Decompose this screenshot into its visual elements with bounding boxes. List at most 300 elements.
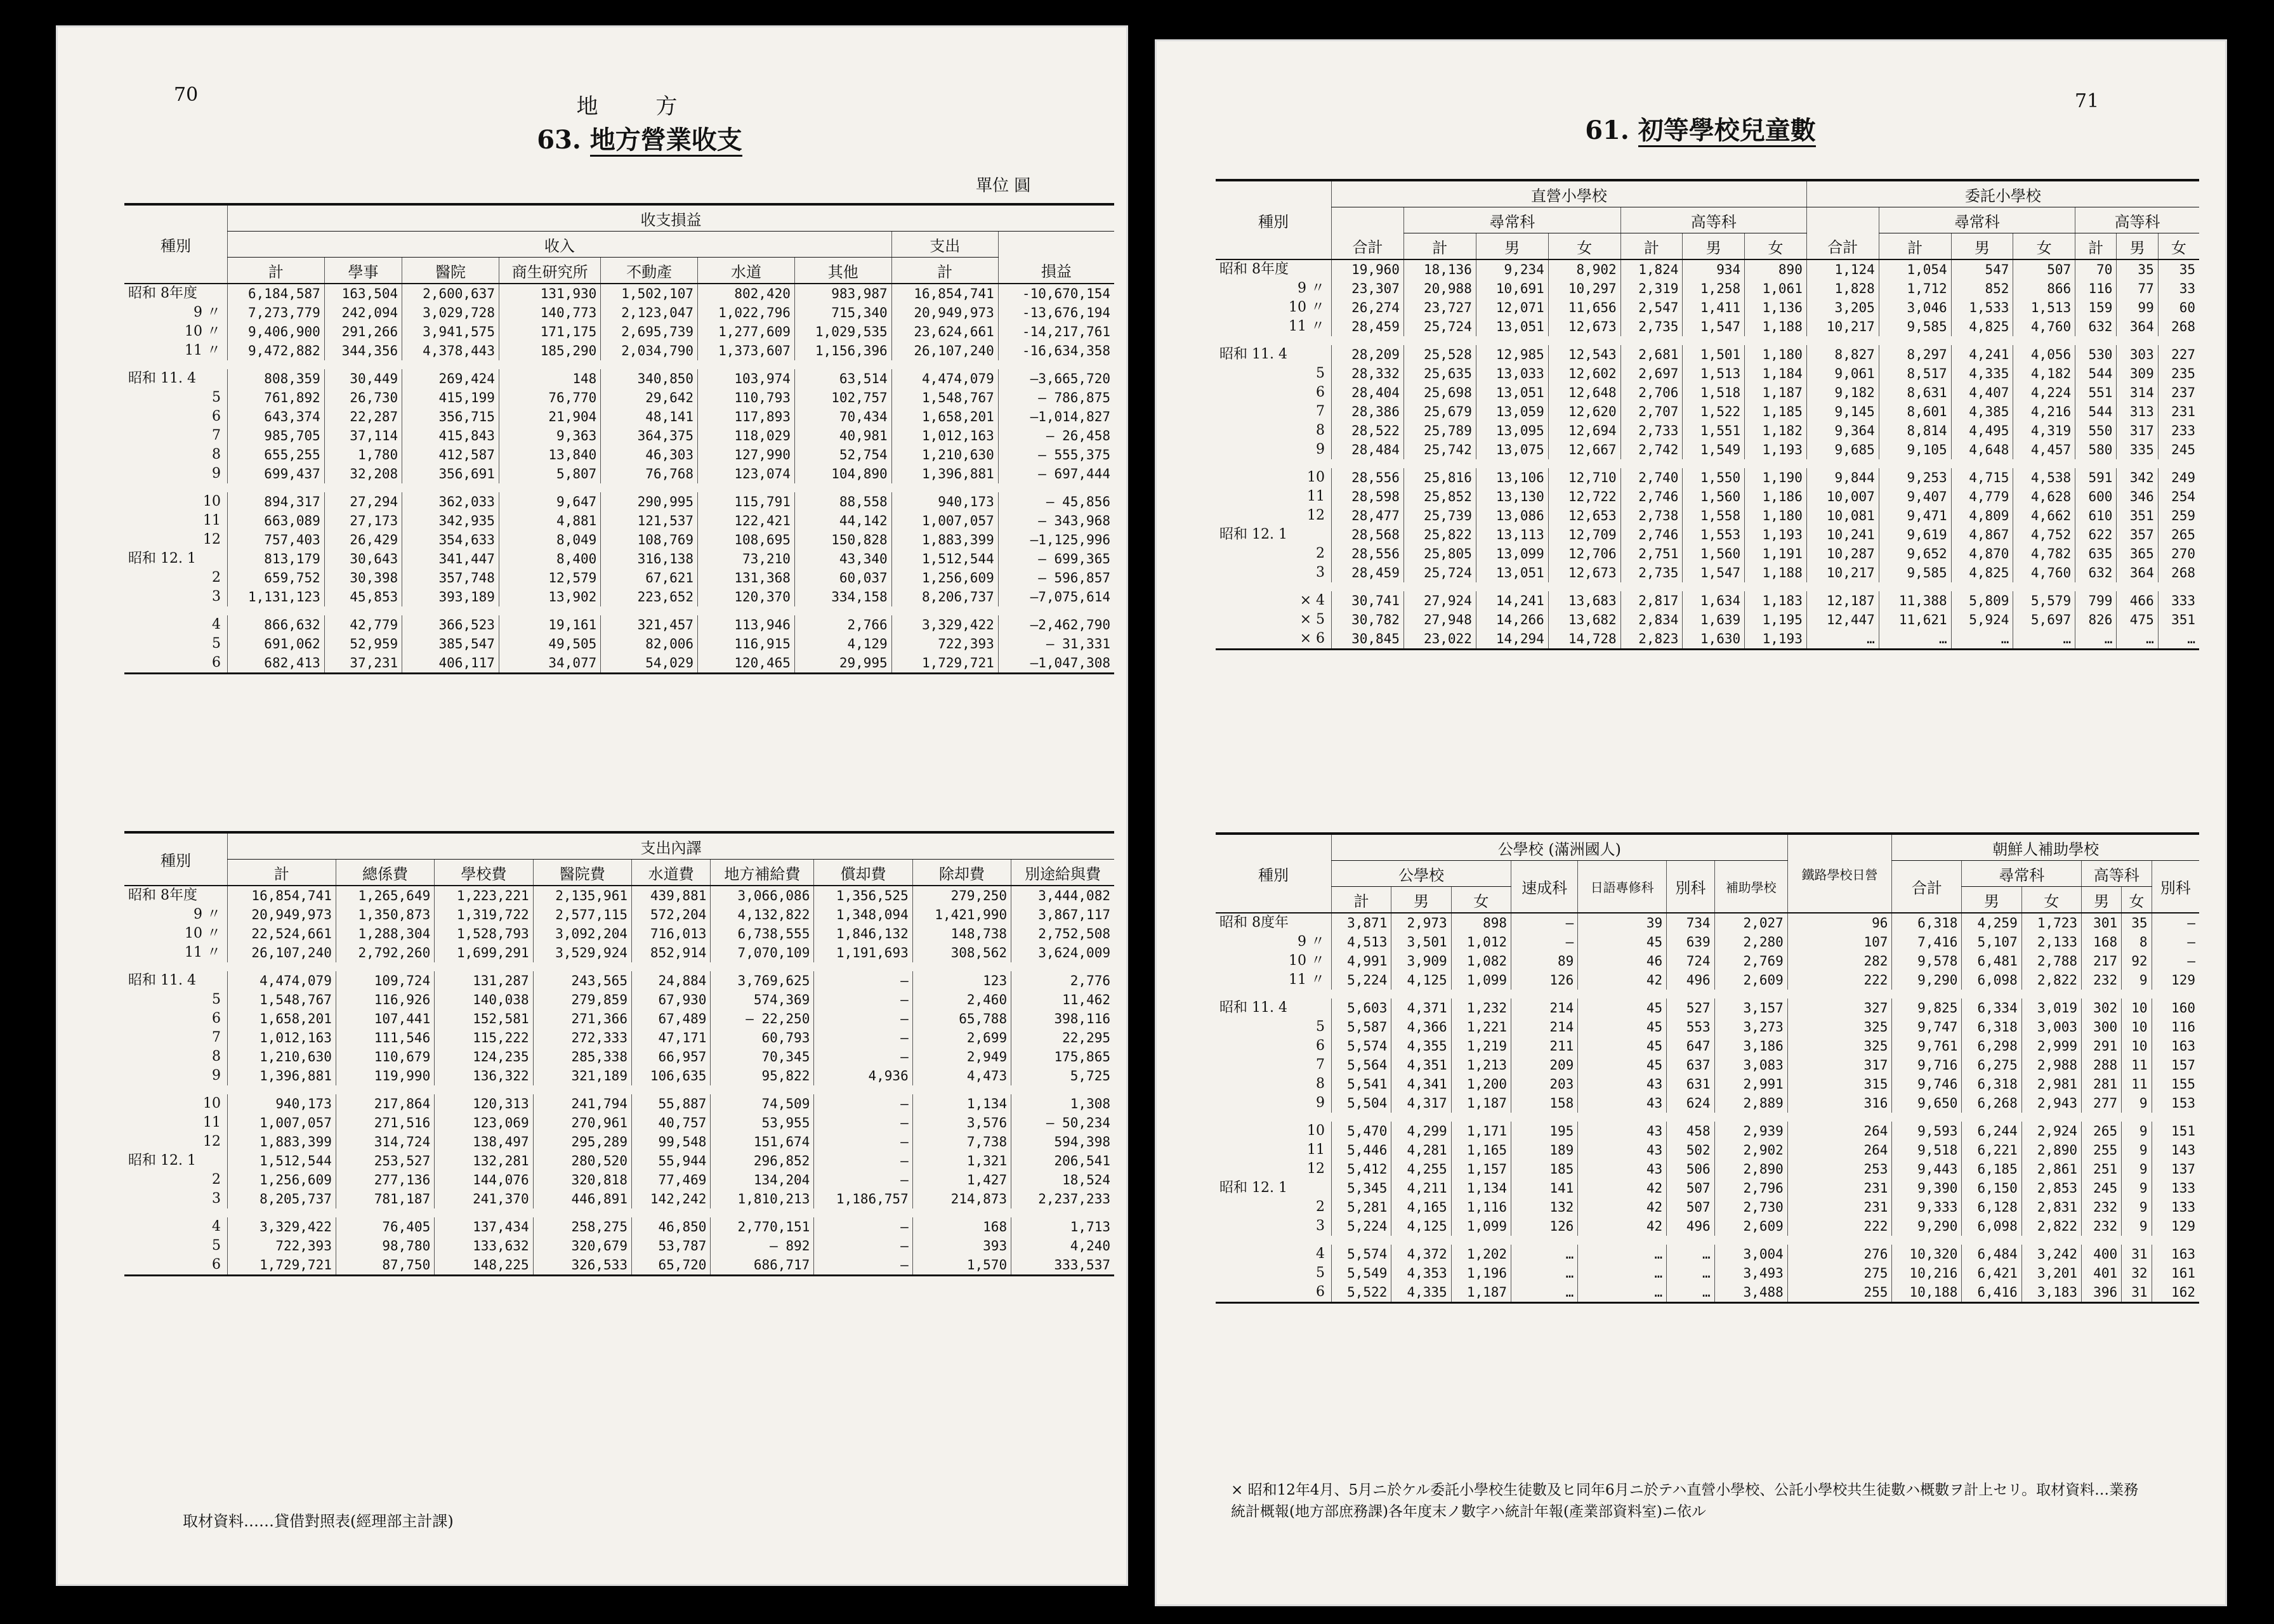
cell: 4,782 <box>2013 544 2075 563</box>
cell: 1,265,649 <box>336 886 434 905</box>
cell: 4,371 <box>1391 999 1451 1018</box>
cell: 214 <box>1511 999 1578 1018</box>
row-label: 7 <box>1316 403 1325 419</box>
cell: 214 <box>1511 1018 1578 1037</box>
col-header: 地方補給費 <box>711 860 814 886</box>
cell: 5,924 <box>1951 610 2013 629</box>
cell: 102,757 <box>794 388 891 407</box>
cell: 1,350,873 <box>336 905 434 924</box>
cell: 4,662 <box>2013 506 2075 525</box>
cell: 28,459 <box>1332 563 1404 582</box>
cell: 316,138 <box>601 549 698 568</box>
cell: 3,003 <box>2021 1018 2081 1037</box>
cell: 639 <box>1667 933 1715 952</box>
cell: 23,022 <box>1403 629 1476 650</box>
table-row <box>124 511 1114 530</box>
cell: 852 <box>1951 279 2013 298</box>
col-header: 男 <box>1391 887 1451 914</box>
higher-course: 高等科 <box>2075 207 2199 233</box>
cell: 9,825 <box>1892 999 1962 1018</box>
cell: 303 <box>2117 345 2158 364</box>
cell: 12,447 <box>1806 610 1879 629</box>
cell: … <box>2075 629 2117 650</box>
cell: 9 <box>2122 1198 2152 1217</box>
cell: 2,746 <box>1620 487 1683 506</box>
cell: —1,014,827 <box>998 407 1114 426</box>
cell: 107,441 <box>336 1009 434 1028</box>
cell: 2,999 <box>2021 1037 2081 1056</box>
spacer-row <box>124 483 1114 492</box>
row-label: 9 <box>1316 1095 1325 1111</box>
cell: 1,547 <box>1683 563 1745 582</box>
cell: 1,210,630 <box>228 1047 336 1066</box>
cell: 133,632 <box>435 1236 533 1255</box>
cell: 82,006 <box>601 634 698 653</box>
cell: 4,473 <box>912 1066 1011 1085</box>
cell: 151,674 <box>711 1132 814 1151</box>
cell: 161 <box>2152 1264 2199 1283</box>
table-row <box>1216 1122 2199 1141</box>
cell: 320,818 <box>533 1170 631 1189</box>
cell: 2,319 <box>1620 279 1683 298</box>
table-row <box>1216 1245 2199 1264</box>
row-label: 昭和 8年度 <box>128 887 197 903</box>
cell: 1,188 <box>1745 317 1807 336</box>
cell: 6,185 <box>1962 1160 2021 1179</box>
right-page <box>1155 39 2227 1606</box>
row-label: 3 <box>212 589 221 605</box>
cell: 600 <box>2075 487 2117 506</box>
cell: 6,318 <box>1962 1018 2021 1037</box>
cell: 295,289 <box>533 1132 631 1151</box>
cell: 52,754 <box>794 445 891 464</box>
cell: 13,840 <box>499 445 600 464</box>
cell: 647 <box>1667 1037 1715 1056</box>
row-label: 昭和 12. 1 <box>1219 1180 1287 1196</box>
cell: 25,698 <box>1403 383 1476 402</box>
cell: 152,581 <box>435 1009 533 1028</box>
cell: 2,740 <box>1620 468 1683 487</box>
row-label: 11 <box>203 513 221 528</box>
cell: 37,114 <box>324 426 402 445</box>
row-label: 10 〃 <box>1289 299 1325 315</box>
cell: 1,713 <box>1011 1217 1114 1236</box>
cell: 507 <box>1667 1179 1715 1198</box>
cell: 2,135,961 <box>533 886 631 905</box>
cell: 1,533 <box>1951 298 2013 317</box>
cell: 60 <box>2158 298 2199 317</box>
cell: 118,029 <box>698 426 795 445</box>
cell: 2,991 <box>1714 1075 1787 1094</box>
cell: 327 <box>1787 999 1892 1018</box>
cell: 9,407 <box>1879 487 1951 506</box>
table-row <box>1216 999 2199 1018</box>
cell: 10,241 <box>1806 525 1879 544</box>
cell: 77 <box>2117 279 2158 298</box>
cell: 340,850 <box>601 369 698 388</box>
cell: 88,558 <box>794 492 891 511</box>
children-table <box>1216 179 2199 650</box>
col-header: 女 <box>2122 887 2152 914</box>
cell: 45,853 <box>324 587 402 606</box>
cell: 65,788 <box>912 1009 1011 1028</box>
cell: 140,038 <box>435 990 533 1009</box>
cell: 245 <box>2158 440 2199 459</box>
cell: 2,742 <box>1620 440 1683 459</box>
cell: 12,579 <box>499 568 600 587</box>
row-label: 6 <box>212 409 221 424</box>
cell: 12,694 <box>1548 421 1620 440</box>
cell: 137 <box>2152 1160 2199 1179</box>
cell: —7,075,614 <box>998 587 1114 606</box>
cell: 45 <box>1578 999 1667 1018</box>
cell: 2,733 <box>1620 421 1683 440</box>
cell: 39 <box>1578 913 1667 933</box>
cell: 6,318 <box>1962 1075 2021 1094</box>
cell: 13,051 <box>1476 383 1548 402</box>
cell: 4,809 <box>1951 506 2013 525</box>
cell: 42 <box>1578 1217 1667 1236</box>
cell: … <box>1951 629 2013 650</box>
cell: 28,477 <box>1332 506 1404 525</box>
row-label: 5 <box>212 636 221 652</box>
table-row <box>1216 421 2199 440</box>
cell: 4,355 <box>1391 1037 1451 1056</box>
cell: 400 <box>2082 1245 2122 1264</box>
cell: 42 <box>1578 971 1667 990</box>
cell: 67,489 <box>631 1009 710 1028</box>
row-label: 8 <box>1316 1076 1325 1092</box>
cell: 1,712 <box>1879 279 1951 298</box>
cell: 325 <box>1787 1018 1892 1037</box>
title-block <box>449 89 830 156</box>
cell: 268 <box>2158 317 2199 336</box>
cell: 133 <box>2152 1179 2199 1198</box>
table-row <box>1216 279 2199 298</box>
cell: 5,470 <box>1332 1122 1391 1141</box>
table-row <box>124 1028 1114 1047</box>
cell: 1,780 <box>324 445 402 464</box>
cell: 1,356,525 <box>814 886 912 905</box>
cell: 544 <box>2075 402 2117 421</box>
cell: 9,650 <box>1892 1094 1962 1113</box>
cell: 8,601 <box>1879 402 1951 421</box>
cell: 141 <box>1511 1179 1578 1198</box>
cell: 237 <box>2158 383 2199 402</box>
row-label: 昭和 8度年 <box>1219 915 1289 931</box>
cell: 53,787 <box>631 1236 710 1255</box>
cell: 716,013 <box>631 924 710 943</box>
cell: 5,412 <box>1332 1160 1391 1179</box>
cell: 1,308 <box>1011 1094 1114 1113</box>
cell: 1,319,722 <box>435 905 533 924</box>
cell: 5,587 <box>1332 1018 1391 1037</box>
cell: 28,404 <box>1332 383 1404 402</box>
cell: 1,186,757 <box>814 1189 912 1208</box>
cell: 43 <box>1578 1094 1667 1113</box>
cell: 9,290 <box>1892 971 1962 990</box>
cell: 2,730 <box>1714 1198 1787 1217</box>
cell: 25,724 <box>1403 317 1476 336</box>
col-header: 男 <box>1683 233 1745 260</box>
row-label: 昭和 11. 4 <box>128 972 196 988</box>
cell: 3,329,422 <box>228 1217 336 1236</box>
cell: 89 <box>1511 952 1578 971</box>
cell: 28,484 <box>1332 440 1404 459</box>
col-header: 學事 <box>324 258 402 284</box>
cell: 27,924 <box>1403 591 1476 610</box>
cell: 16,854,741 <box>228 886 336 905</box>
spacer-row <box>124 1085 1114 1094</box>
cell: 637 <box>1667 1056 1715 1075</box>
cell: 42 <box>1578 1179 1667 1198</box>
table-row <box>1216 610 2199 629</box>
spacer-row <box>1216 336 2199 345</box>
cell: 3,444,082 <box>1011 886 1114 905</box>
cell: 757,403 <box>228 530 325 549</box>
cell: 6,481 <box>1962 952 2021 971</box>
cell: 16,854,741 <box>891 284 998 303</box>
cell: 288 <box>2082 1056 2122 1075</box>
cell: 4,319 <box>2013 421 2075 440</box>
cell: —3,665,720 <box>998 369 1114 388</box>
cell: 2,889 <box>1714 1094 1787 1113</box>
cell: 265 <box>2082 1122 2122 1141</box>
cell: 1,061 <box>1745 279 1807 298</box>
cell: 48,141 <box>601 407 698 426</box>
cell: 26,730 <box>324 388 402 407</box>
cell: 496 <box>1667 971 1715 990</box>
cell: 290,995 <box>601 492 698 511</box>
cell: 132,281 <box>435 1151 533 1170</box>
cell: 70,434 <box>794 407 891 426</box>
row-label: 6 <box>1316 1284 1325 1300</box>
cell: — 555,375 <box>998 445 1114 464</box>
cell: 11,656 <box>1548 298 1620 317</box>
cell: 4,474,079 <box>891 369 998 388</box>
cell: 1,518 <box>1683 383 1745 402</box>
cell: 5,725 <box>1011 1066 1114 1085</box>
cell: 132 <box>1511 1198 1578 1217</box>
cell: 1,547 <box>1683 317 1745 336</box>
cell: 42,779 <box>324 615 402 634</box>
cell: 13,106 <box>1476 468 1548 487</box>
cell: 14,294 <box>1476 629 1548 650</box>
col-header: 醫院費 <box>533 860 631 886</box>
row-label: 11 〃 <box>1289 318 1325 334</box>
cell: 12,985 <box>1476 345 1548 364</box>
cell: -13,676,194 <box>998 303 1114 322</box>
cell: 1,810,213 <box>711 1189 814 1208</box>
cell: 3,004 <box>1714 1245 1787 1264</box>
cell: 13,130 <box>1476 487 1548 506</box>
cell: 12,673 <box>1548 563 1620 582</box>
cell: 28,598 <box>1332 487 1404 506</box>
cell: 6,318 <box>1892 913 1962 933</box>
cell: 2,770,151 <box>711 1217 814 1236</box>
col-header: 計 <box>2075 233 2117 260</box>
cell: 3,205 <box>1806 298 1879 317</box>
cell: -16,634,358 <box>998 341 1114 360</box>
cell: 126 <box>1511 1217 1578 1236</box>
table-row <box>124 464 1114 483</box>
cell: 890 <box>1745 259 1807 279</box>
cell: 19,161 <box>499 615 600 634</box>
cell: 28,556 <box>1332 544 1404 563</box>
cell: 354,633 <box>402 530 499 549</box>
cell: 2,237,233 <box>1011 1189 1114 1208</box>
row-label: 12 <box>203 1134 221 1149</box>
cell: 1,099 <box>1451 1217 1511 1236</box>
cell: 25,724 <box>1403 563 1476 582</box>
cell: 175,865 <box>1011 1047 1114 1066</box>
table-row <box>124 615 1114 634</box>
cell: … <box>1511 1245 1578 1264</box>
cell: 168 <box>912 1217 1011 1236</box>
cell: 253 <box>1787 1160 1892 1179</box>
cell: 104,890 <box>794 464 891 483</box>
row-label: 4 <box>212 1219 221 1234</box>
cell: 4,779 <box>1951 487 2013 506</box>
table-row <box>124 924 1114 943</box>
cell: … <box>1879 629 1951 650</box>
cell: 3,273 <box>1714 1018 1787 1037</box>
cell: 28,568 <box>1332 525 1404 544</box>
cell: 3,092,204 <box>533 924 631 943</box>
table-row <box>1216 1141 2199 1160</box>
cell: 87,750 <box>336 1255 434 1276</box>
cell: 291 <box>2082 1037 2122 1056</box>
cell: —1,125,996 <box>998 530 1114 549</box>
table-row <box>124 653 1114 674</box>
cell: 2,034,790 <box>601 341 698 360</box>
cell: 255 <box>2082 1141 2122 1160</box>
cell: 43,340 <box>794 549 891 568</box>
row-label: 6 <box>1316 384 1325 400</box>
cell: 1,012 <box>1451 933 1511 952</box>
cell: 28,332 <box>1332 364 1404 383</box>
cell: 2,776 <box>1011 971 1114 990</box>
cell: 308,562 <box>912 943 1011 962</box>
cell: 8,400 <box>499 549 600 568</box>
row-label: 11 <box>203 1115 221 1130</box>
row-label: 9 〃 <box>1298 280 1325 296</box>
table-row <box>1216 1018 2199 1037</box>
cell: 264 <box>1787 1141 1892 1160</box>
col-header: 女 <box>2158 233 2199 260</box>
cell: 10,320 <box>1892 1245 1962 1264</box>
cell: 22,524,661 <box>228 924 336 943</box>
cell: 385,547 <box>402 634 499 653</box>
cell: 1,630 <box>1683 629 1745 650</box>
cell: — 22,250 <box>711 1009 814 1028</box>
cell: 1,828 <box>1806 279 1879 298</box>
cell: 1,136 <box>1745 298 1807 317</box>
cell: 7,070,109 <box>711 943 814 962</box>
col-header: 男 <box>1476 233 1548 260</box>
cell: 1,180 <box>1745 506 1807 525</box>
cell: 43 <box>1578 1075 1667 1094</box>
cell: 171,175 <box>499 322 600 341</box>
row-label: 昭和 8年度 <box>128 285 197 301</box>
cell: 1,171 <box>1451 1122 1511 1141</box>
cell: 241,370 <box>435 1189 533 1208</box>
cell: 1,411 <box>1683 298 1745 317</box>
cell: 2,939 <box>1714 1122 1787 1141</box>
cell: 5,446 <box>1332 1141 1391 1160</box>
col-header: 計 <box>1620 233 1683 260</box>
cell: 1,373,607 <box>698 341 795 360</box>
cell: 342 <box>2117 468 2158 487</box>
table-row <box>124 492 1114 511</box>
cell: 32 <box>2122 1264 2152 1283</box>
cell: 663,089 <box>228 511 325 530</box>
cell: 8,049 <box>499 530 600 549</box>
cell: 120,313 <box>435 1094 533 1113</box>
cell: 10 <box>2122 1037 2152 1056</box>
col-header: 女 <box>1745 233 1807 260</box>
cell: 624 <box>1667 1094 1715 1113</box>
cell: 1,012,163 <box>228 1028 336 1047</box>
cell: 12,710 <box>1548 468 1620 487</box>
cell: 222 <box>1787 1217 1892 1236</box>
row-label: 3 <box>212 1191 221 1207</box>
cell: 635 <box>2075 544 2117 563</box>
cell: 316 <box>1787 1094 1892 1113</box>
cell: 8,902 <box>1548 259 1620 279</box>
cell: 25,852 <box>1403 487 1476 506</box>
cell: 25,635 <box>1403 364 1476 383</box>
cell: 894,317 <box>228 492 325 511</box>
table-row <box>124 1047 1114 1066</box>
cell: 4,281 <box>1391 1141 1451 1160</box>
cell: 45 <box>1578 1056 1667 1075</box>
cell: 151 <box>2152 1122 2199 1141</box>
cell: 271,516 <box>336 1113 434 1132</box>
cell: 13,902 <box>499 587 600 606</box>
cell: 25,789 <box>1403 421 1476 440</box>
cell: 9 <box>2122 1160 2152 1179</box>
row-label: 9 〃 <box>194 907 221 922</box>
cell: 203 <box>1511 1075 1578 1094</box>
cell: 1,549 <box>1683 440 1745 459</box>
cell: 4,752 <box>2013 525 2075 544</box>
row-label: 4 <box>1316 1246 1325 1262</box>
cell: 7,416 <box>1892 933 1962 952</box>
cell: 1,186 <box>1745 487 1807 506</box>
spacer-row <box>124 1208 1114 1217</box>
cell: 185,290 <box>499 341 600 360</box>
table-row <box>124 1189 1114 1208</box>
cell: 28,386 <box>1332 402 1404 421</box>
table-row <box>1216 1160 2199 1179</box>
cell: 10,297 <box>1548 279 1620 298</box>
table-row <box>124 1094 1114 1113</box>
col-header: 別科 <box>2152 861 2199 914</box>
cell: 1,202 <box>1451 1245 1511 1264</box>
cell: 60,793 <box>711 1028 814 1047</box>
cell: 2,609 <box>1714 971 1787 990</box>
cell: 2,792,260 <box>336 943 434 962</box>
table-row <box>1216 402 2199 421</box>
cell: 2,738 <box>1620 506 1683 525</box>
cell: 76,768 <box>601 464 698 483</box>
cell: 659,752 <box>228 568 325 587</box>
row-label: 8 <box>212 1049 221 1064</box>
cell: 1,187 <box>1451 1283 1511 1303</box>
cell: 1,528,793 <box>435 924 533 943</box>
cell: 28,459 <box>1332 317 1404 336</box>
